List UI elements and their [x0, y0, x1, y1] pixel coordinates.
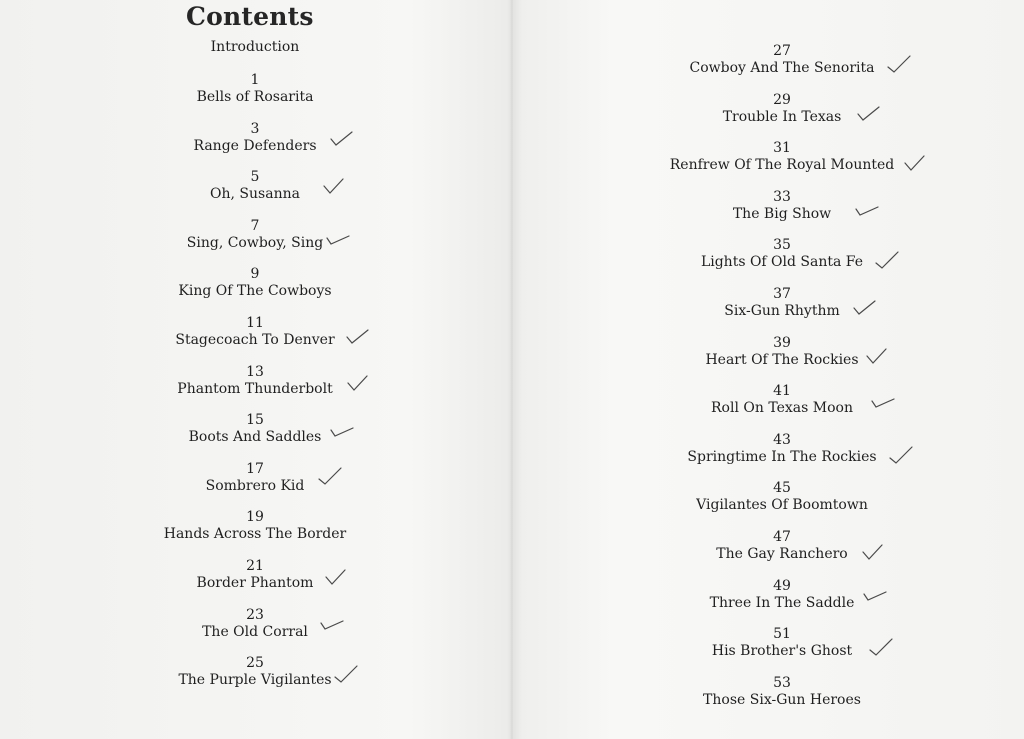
- entry-title: Six-Gun Rhythm: [724, 303, 840, 319]
- handwritten-checkmark-icon: [329, 420, 355, 442]
- contents-entry: [632, 675, 932, 709]
- entry-page-number: 49: [773, 577, 791, 594]
- handwritten-checkmark-icon: [868, 636, 894, 658]
- entry-title: Sombrero Kid: [205, 477, 305, 494]
- contents-entry: [632, 92, 932, 126]
- entry-title: The Old Corral: [202, 623, 308, 640]
- handwritten-checkmark-icon: [870, 391, 896, 413]
- entry-title: Lights Of Old Santa Fe: [700, 254, 864, 271]
- entry-title: Boots And Saddles: [188, 429, 322, 446]
- contents-entry: [632, 432, 932, 466]
- entry-title: Bells of Rosarita: [196, 89, 314, 105]
- entry-title: King Of The Cowboys: [178, 283, 332, 300]
- entry-title: Hands Across The Border: [163, 526, 347, 543]
- handwritten-checkmark-icon: [864, 345, 890, 367]
- entry-page-number: 41: [773, 383, 791, 400]
- entry-title: Range Defenders: [193, 137, 317, 154]
- contents-entry: [105, 72, 405, 106]
- contents-entry: [632, 529, 932, 563]
- handwritten-checkmark-icon: [856, 102, 882, 124]
- contents-entry: [105, 655, 405, 689]
- entry-page-number: 23: [246, 606, 264, 623]
- entry-title: Phantom Thunderbolt: [177, 380, 333, 397]
- handwritten-checkmark-icon: [321, 175, 347, 197]
- entry-page-number: 1: [250, 72, 260, 88]
- contents-entry: [632, 140, 932, 174]
- entry-page-number: 39: [773, 334, 791, 351]
- entry-page-number: 27: [773, 43, 791, 59]
- entry-title: Roll On Texas Moon: [711, 400, 853, 417]
- entry-page-number: 15: [246, 412, 264, 429]
- handwritten-checkmark-icon: [874, 249, 900, 271]
- entry-title: Vigilantes Of Boomtown: [696, 497, 868, 514]
- entry-title: Springtime In The Rockies: [687, 448, 877, 465]
- handwritten-checkmark-icon: [888, 444, 914, 466]
- entry-page-number: 13: [246, 363, 264, 380]
- contents-entry: [105, 412, 405, 446]
- entry-page-number: 25: [246, 655, 264, 672]
- contents-entry: [105, 509, 405, 543]
- entry-page-number: 21: [246, 558, 264, 574]
- entry-title: The Purple Vigilantes: [178, 672, 332, 689]
- page-title: Contents: [186, 2, 314, 31]
- entry-page-number: 5: [250, 169, 260, 186]
- entry-page-number: 7: [250, 217, 260, 234]
- entry-title: Stagecoach To Denver: [175, 332, 335, 348]
- entry-page-number: 37: [773, 286, 791, 302]
- handwritten-checkmark-icon: [329, 127, 355, 149]
- contents-entry: [105, 461, 405, 495]
- handwritten-checkmark-icon: [333, 663, 359, 685]
- entry-page-number: 47: [773, 529, 791, 545]
- entry-page-number: 17: [246, 460, 264, 477]
- entry-page-number: 19: [246, 509, 264, 526]
- entry-title: Those Six-Gun Heroes: [703, 691, 861, 708]
- entry-page-number: 31: [773, 140, 791, 157]
- entry-title: Cowboy And The Senorita: [689, 60, 875, 76]
- handwritten-checkmark-icon: [323, 566, 349, 588]
- contents-entry: [105, 607, 405, 641]
- contents-entry: [105, 266, 405, 300]
- entry-title: The Gay Ranchero: [716, 546, 848, 562]
- handwritten-checkmark-icon: [852, 296, 878, 318]
- contents-entry: [105, 558, 405, 592]
- handwritten-checkmark-icon: [854, 199, 880, 221]
- entry-page-number: 51: [773, 626, 791, 643]
- entry-title: His Brother's Ghost: [711, 643, 853, 660]
- entry-title: Three In The Saddle: [709, 594, 855, 611]
- handwritten-checkmark-icon: [862, 584, 888, 606]
- entry-page-number: 29: [773, 91, 791, 108]
- entry-page-number: 35: [773, 237, 791, 254]
- handwritten-checkmark-icon: [325, 228, 351, 250]
- handwritten-checkmark-icon: [319, 613, 345, 635]
- contents-entry: [105, 121, 405, 155]
- entry-page-number: 3: [250, 120, 260, 137]
- contents-entry: [105, 169, 405, 203]
- entry-page-number: 45: [773, 480, 791, 497]
- entry-title: Trouble In Texas: [722, 108, 842, 125]
- entry-page-number: 9: [250, 266, 260, 283]
- entry-title: Border Phantom: [196, 575, 314, 591]
- contents-entry: [632, 480, 932, 514]
- entry-title: Heart Of The Rockies: [705, 351, 859, 368]
- entry-page-number: 33: [773, 188, 791, 205]
- handwritten-checkmark-icon: [317, 465, 343, 487]
- right-page: [514, 0, 1024, 739]
- handwritten-checkmark-icon: [860, 541, 886, 563]
- entry-title: The Big Show: [732, 205, 832, 222]
- contents-entry: [632, 286, 932, 320]
- handwritten-checkmark-icon: [345, 325, 371, 347]
- handwritten-checkmark-icon: [345, 372, 371, 394]
- entry-title: Sing, Cowboy, Sing: [186, 234, 324, 251]
- contents-entry: [632, 189, 932, 223]
- contents-entry: [105, 218, 405, 252]
- entry-page-number: 43: [773, 431, 791, 448]
- handwritten-checkmark-icon: [902, 152, 928, 174]
- entry-title: Renfrew Of The Royal Mounted: [669, 157, 895, 174]
- entry-page-number: 11: [246, 315, 264, 331]
- handwritten-checkmark-icon: [886, 53, 912, 75]
- entry-page-number: 53: [773, 674, 791, 691]
- introduction-entry: Introduction: [210, 39, 300, 55]
- entry-title: Oh, Susanna: [210, 186, 300, 203]
